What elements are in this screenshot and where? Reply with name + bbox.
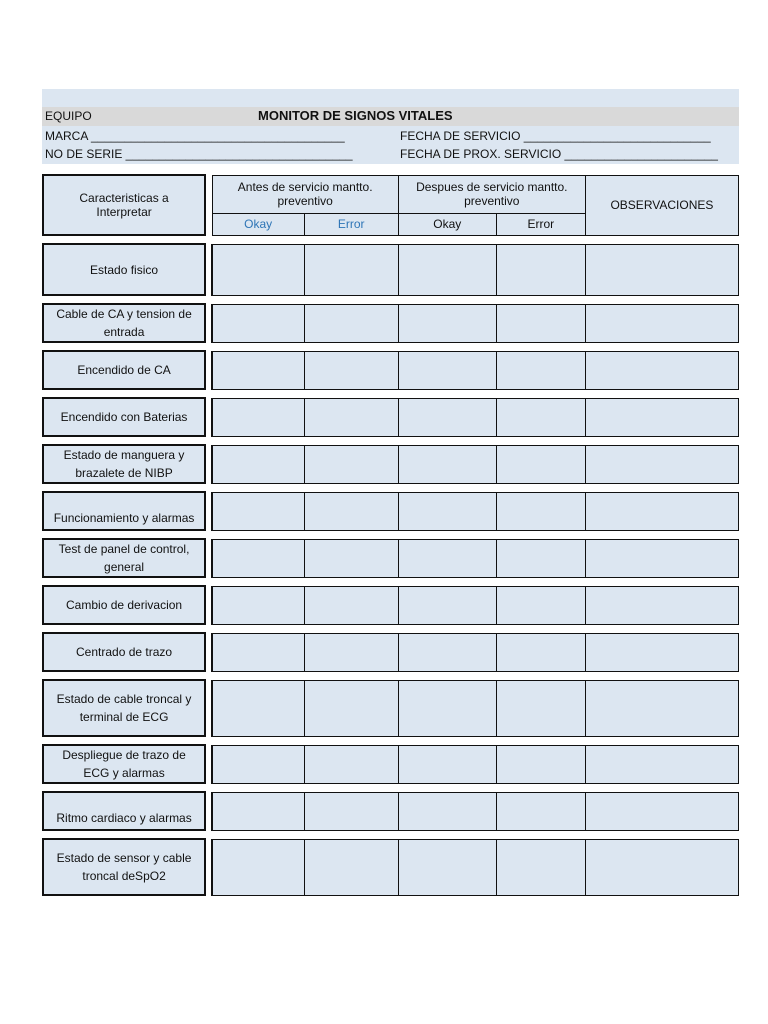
header-despues-okay: Okay: [398, 213, 496, 235]
antes-okay-cell[interactable]: [212, 792, 304, 830]
despues-error-cell[interactable]: [496, 745, 585, 783]
checklist-row: [42, 444, 739, 484]
despues-error-cell[interactable]: [496, 445, 585, 483]
row-label: Encendido de CA: [43, 351, 205, 389]
row-gap: [205, 351, 212, 389]
header-band-top: [42, 89, 739, 107]
observaciones-cell[interactable]: [585, 539, 738, 577]
despues-error-cell[interactable]: [496, 792, 585, 830]
row-label: Cambio de derivacion: [43, 586, 205, 624]
checklist-row: [42, 243, 739, 296]
antes-error-cell[interactable]: [304, 586, 398, 624]
observaciones-cell[interactable]: [585, 680, 738, 736]
despues-error-cell[interactable]: [496, 398, 585, 436]
antes-error-cell[interactable]: [304, 244, 398, 295]
antes-error-cell[interactable]: [304, 539, 398, 577]
row-label: Despliegue de trazo de ECG y alarmas: [43, 745, 205, 783]
checklist-row: [42, 791, 739, 831]
row-label: Centrado de trazo: [43, 633, 205, 671]
row-label: Funcionamiento y alarmas: [43, 492, 205, 530]
header-gap: [205, 175, 212, 235]
fecha-servicio-field[interactable]: FECHA DE SERVICIO ____________________________: [400, 129, 711, 143]
despues-okay-cell[interactable]: [398, 680, 496, 736]
despues-okay-cell[interactable]: [398, 745, 496, 783]
checklist-row: [42, 838, 739, 896]
despues-okay-cell[interactable]: [398, 586, 496, 624]
row-gap: [205, 492, 212, 530]
antes-okay-cell[interactable]: [212, 539, 304, 577]
observaciones-cell[interactable]: [585, 839, 738, 895]
row-label: Ritmo cardiaco y alarmas: [43, 792, 205, 830]
despues-okay-cell[interactable]: [398, 398, 496, 436]
equipo-value: MONITOR DE SIGNOS VITALES: [258, 108, 453, 123]
checklist-row: [42, 303, 739, 343]
header-despues-error: Error: [496, 213, 585, 235]
row-gap: [205, 745, 212, 783]
antes-error-cell[interactable]: [304, 492, 398, 530]
antes-error-cell[interactable]: [304, 351, 398, 389]
header-caracteristicas: Caracteristicas a Interpretar: [43, 175, 205, 235]
checklist-row: [42, 632, 739, 672]
despues-error-cell[interactable]: [496, 492, 585, 530]
column-header-table: [42, 174, 739, 236]
antes-okay-cell[interactable]: [212, 244, 304, 295]
row-gap: [205, 539, 212, 577]
row-label: Estado de manguera y brazalete de NIBP: [43, 445, 205, 483]
despues-okay-cell[interactable]: [398, 539, 496, 577]
observaciones-cell[interactable]: [585, 792, 738, 830]
observaciones-cell[interactable]: [585, 351, 738, 389]
checklist-row: [42, 491, 739, 531]
antes-error-cell[interactable]: [304, 839, 398, 895]
antes-error-cell[interactable]: [304, 304, 398, 342]
row-label: Estado de cable troncal y terminal de ECG: [43, 680, 205, 736]
header-antes-error: Error: [304, 213, 398, 235]
observaciones-cell[interactable]: [585, 398, 738, 436]
antes-error-cell[interactable]: [304, 792, 398, 830]
row-gap: [205, 680, 212, 736]
antes-okay-cell[interactable]: [212, 351, 304, 389]
row-gap: [205, 839, 212, 895]
row-gap: [205, 304, 212, 342]
checklist-row: [42, 679, 739, 737]
row-gap: [205, 445, 212, 483]
row-label: Estado de sensor y cable troncal deSpO2: [43, 839, 205, 895]
antes-okay-cell[interactable]: [212, 586, 304, 624]
checklist-row: [42, 397, 739, 437]
checklist-row: [42, 538, 739, 578]
row-gap: [205, 398, 212, 436]
checklist-row: [42, 350, 739, 390]
antes-okay-cell[interactable]: [212, 839, 304, 895]
row-gap: [205, 586, 212, 624]
antes-okay-cell[interactable]: [212, 398, 304, 436]
observaciones-cell[interactable]: [585, 586, 738, 624]
header-antes-okay: Okay: [212, 213, 304, 235]
antes-error-cell[interactable]: [304, 445, 398, 483]
observaciones-cell[interactable]: [585, 745, 738, 783]
antes-error-cell[interactable]: [304, 745, 398, 783]
equipo-label: EQUIPO: [45, 109, 92, 123]
header-observaciones: OBSERVACIONES: [585, 175, 738, 235]
despues-okay-cell[interactable]: [398, 633, 496, 671]
row-gap: [205, 792, 212, 830]
row-gap: [205, 244, 212, 295]
antes-okay-cell[interactable]: [212, 445, 304, 483]
header-despues: Despues de servicio mantto. preventivo: [398, 175, 585, 213]
antes-okay-cell[interactable]: [212, 745, 304, 783]
header-antes: Antes de servicio mantto. preventivo: [212, 175, 398, 213]
observaciones-cell[interactable]: [585, 492, 738, 530]
observaciones-cell[interactable]: [585, 633, 738, 671]
despues-okay-cell[interactable]: [398, 304, 496, 342]
observaciones-cell[interactable]: [585, 304, 738, 342]
antes-okay-cell[interactable]: [212, 680, 304, 736]
despues-okay-cell[interactable]: [398, 792, 496, 830]
antes-okay-cell[interactable]: [212, 492, 304, 530]
fecha-prox-servicio-field[interactable]: FECHA DE PROX. SERVICIO _______________________: [400, 147, 718, 161]
antes-error-cell[interactable]: [304, 680, 398, 736]
despues-okay-cell[interactable]: [398, 244, 496, 295]
antes-error-cell[interactable]: [304, 398, 398, 436]
despues-okay-cell[interactable]: [398, 351, 496, 389]
despues-error-cell[interactable]: [496, 351, 585, 389]
row-label: Encendido con Baterias: [43, 398, 205, 436]
checklist-row: [42, 585, 739, 625]
row-label: Test de panel de control, general: [43, 539, 205, 577]
row-label: Cable de CA y tension de entrada: [43, 304, 205, 342]
despues-error-cell[interactable]: [496, 539, 585, 577]
despues-error-cell[interactable]: [496, 633, 585, 671]
antes-okay-cell[interactable]: [212, 304, 304, 342]
despues-error-cell[interactable]: [496, 839, 585, 895]
antes-error-cell[interactable]: [304, 633, 398, 671]
despues-okay-cell[interactable]: [398, 492, 496, 530]
despues-error-cell[interactable]: [496, 304, 585, 342]
marca-field[interactable]: MARCA ______________________________________: [45, 129, 345, 143]
despues-error-cell[interactable]: [496, 244, 585, 295]
row-gap: [205, 633, 212, 671]
row-label: Estado fisico: [43, 244, 205, 295]
despues-error-cell[interactable]: [496, 680, 585, 736]
despues-okay-cell[interactable]: [398, 445, 496, 483]
despues-okay-cell[interactable]: [398, 839, 496, 895]
despues-error-cell[interactable]: [496, 586, 585, 624]
observaciones-cell[interactable]: [585, 445, 738, 483]
antes-okay-cell[interactable]: [212, 633, 304, 671]
checklist-row: [42, 744, 739, 784]
serie-field[interactable]: NO DE SERIE __________________________________: [45, 147, 353, 161]
observaciones-cell[interactable]: [585, 244, 738, 295]
